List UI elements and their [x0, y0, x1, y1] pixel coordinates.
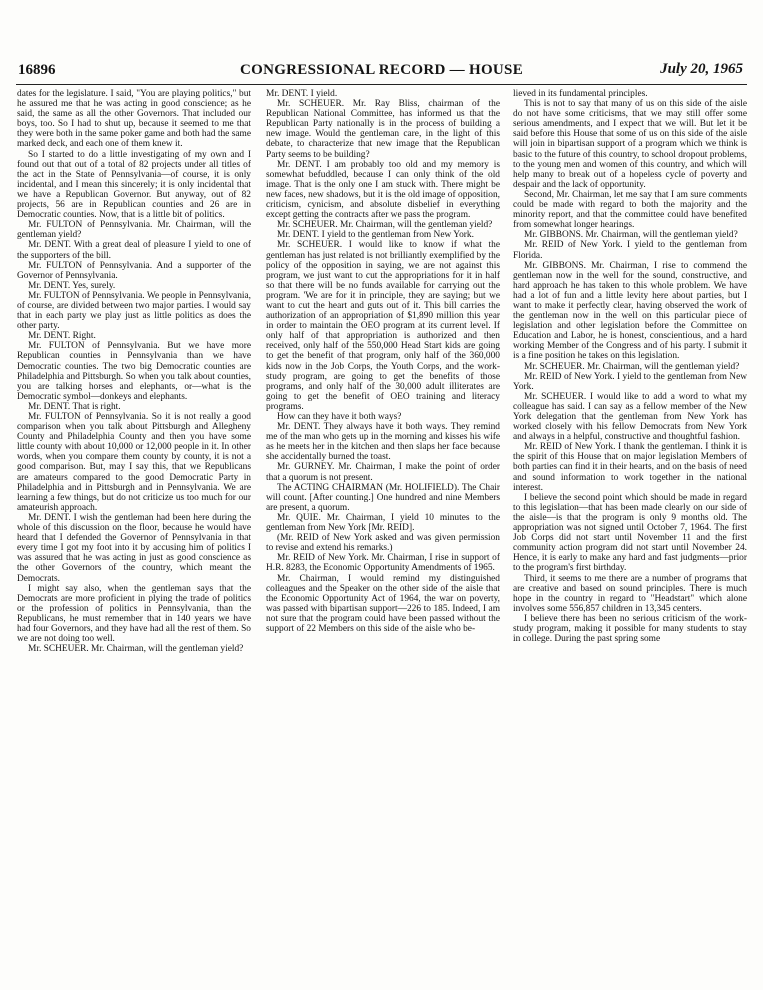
- paragraph: Mr. FULTON of Pennsylvania. Mr. Chairman, will the gentleman yield?: [17, 220, 251, 241]
- paragraph: I might say also, when the gentleman says that the Democrats are more proficient in plying the trade of politics or the profession of politics in Pennsylvania, than the Republicans, he must remember that in 140 years we have had four Governors, and they have had all the rest of them. So we are not doing too well.: [17, 583, 251, 645]
- paragraph: Second, Mr. Chairman, let me say that I am sure comments could be made with regard to both the majority and the minority report, and that the committee could have benefited from somewhat longer hearings.: [513, 189, 747, 231]
- paragraph: lieved in its fundamental principles.: [513, 89, 648, 99]
- paragraph: Mr. FULTON of Pennsylvania. And a supporter of the Governor of Pennsylvania.: [17, 260, 251, 281]
- paragraph: Mr. DENT. Yes, surely.: [28, 280, 116, 291]
- paragraph: Mr. GIBBONS. Mr. Chairman, will the gentleman yield?: [524, 230, 738, 241]
- paragraph: Mr. REID of New York. I yield to the gentleman from New York.: [513, 371, 747, 392]
- column-2: [266, 89, 500, 984]
- paragraph: This is not to say that many of us on this side of the aisle do not have some criticisms, that we may still offer some serious amendments, and I expect that we will. But let it be said before this House that some of us on this side of the aisle will join in bipartisan support of a program which we think is basic to the future of this country, to school dropout problems, to the young men and women of this country, and which will help many to break out of a hopeless cycle of poverty and despair and the lack of opportunity.: [513, 99, 747, 190]
- page-header: [0, 56, 763, 82]
- paragraph: Mr. REID of New York. Mr. Chairman, I rise in support of H.R. 8283, the Economic Opportunity Amendments of 1965.: [266, 553, 500, 574]
- running-title: CONGRESSIONAL RECORD — HOUSE: [239, 62, 524, 78]
- header-rule: [16, 84, 747, 85]
- paragraph: Mr. DENT. Right.: [28, 331, 96, 342]
- paragraph: Mr. SCHEUER. Mr. Chairman, will the gentleman yield?: [277, 220, 493, 231]
- paragraph: How can they have it both ways?: [277, 412, 402, 422]
- paragraph: Mr. SCHEUER. Mr. Chairman, will the gentleman yield?: [28, 644, 244, 655]
- paragraph: The ACTING CHAIRMAN (Mr. HOLIFIELD). The Chair will count. [After counting.] One hundred and nine Members are present, a quorum.: [266, 482, 500, 513]
- paragraph: So I started to do a little investigating of my own and I found out that out of a total of 82 projects under all titles of the act in the State of Pennsylvania—of course, it is only incidental, and I mean this sincerely; it is only incidental that we have a Republican Governor. But anyway, out of 82 projects, 56 are in Republican counties and 26 are in Democratic counties. Now, that is a little bit of politics.: [17, 149, 251, 221]
- paragraph: Mr. FULTON of Pennsylvania. We people in Pennsylvania, of course, are divided between two major parties. I would say that in each party we play just as little politics as does the other party.: [17, 290, 251, 332]
- paragraph: Mr. DENT. That is right.: [28, 401, 121, 412]
- paragraph: Mr. GIBBONS. Mr. Chairman, I rise to commend the gentleman now in the well for the sound, constructive, and hard approach he has taken to this whole problem. We have had a lot of fun and a little levity here about parties, but I want to make it perfectly clear, having observed the work of the gentleman now in the well on this particular piece of legislation and other legislation before the Committee on Education and Labor, he is honest, conscientious, and a hard working Member of the Congress and of his party. I submit it is a fine position he takes on this legislation.: [513, 260, 747, 362]
- paragraph: Mr. SCHEUER. I would like to add a word to what my colleague has said. I can say as a fellow member of the New York delegation that the gentleman from New York has worked closely with his fellow Democrats from New York and always in a helpful, constructive and thoughtful fashion.: [513, 391, 747, 443]
- text-columns: [17, 89, 747, 984]
- paragraph: Mr. GURNEY. Mr. Chairman, I make the point of order that a quorum is not present.: [266, 462, 500, 483]
- paragraph: Mr. DENT. I yield.: [266, 89, 338, 99]
- paragraph: Mr. QUIE. Mr. Chairman, I yield 10 minutes to the gentleman from New York [Mr. REID].: [266, 512, 500, 534]
- column-1: [17, 89, 251, 984]
- paragraph: Mr. DENT. I yield to the gentleman from New York.: [277, 230, 474, 241]
- paragraph: I believe the second point which should be made in regard to this legislation—that has been made clearly on our side of the aisle—is that the program is only 9 months old. The appropriation was not signed until October 7, 1964. The first Job Corps did not start until November 11 and the first community action program did not start until November 24. Hence, it is early to make any hard and fast judgments—prior to the program's first birthday.: [513, 492, 747, 574]
- column-3: [513, 89, 747, 984]
- paragraph: Third, it seems to me there are a number of programs that are creative and based on sound principles. There is much hope in the country in regard to "Headstart" which alone involves some 556,857 children in 13,345 centers.: [513, 573, 747, 614]
- paragraph: Mr. SCHEUER. I would like to know if what the gentleman has just related is not brilliantly exemplified by the policy of the opposition in saying, we are not against this program, we just want to cut the appropriations for it in half so that there will be no funds available for carrying out the program. 'We are for it in principle, they are saying; but we want to cut the heart and guts out of it. This bill carries the authorization of an appropriation of $1,890 million this year in order to maintain the OEO program at its current level. If only half of that appropriation is authorized and then received, only half of the 550,000 Head Start kids are going to get the benefit of that program, only half of the 360,000 kids now in the Job Corps, the Youth Corps, and the work-study program, are going to get the benefits of those programs, and only half of the 30,000 adult illiterates are going to get the benefit of OEO training and literacy programs.: [266, 240, 500, 412]
- paragraph: Mr. Chairman, I would remind my distinguished colleagues and the Speaker on the other side of the aisle that the Economic Opportunity Act of 1964, the war on poverty, was passed with bipartisan support—226 to 185. Indeed, I am not sure that the program could have been passed without the support of 22 Members on this side of the aisle who be-: [266, 573, 500, 634]
- paragraph: Mr. REID of New York. I yield to the gentleman from Florida.: [513, 240, 747, 261]
- paragraph: Mr. SCHEUER. Mr. Chairman, will the gentleman yield?: [524, 361, 740, 372]
- paragraph: dates for the legislature. I said, "You are playing politics," but he assured me that he was acting in good conscience; as he said, the same as all the other Governors. That included our boys, too. So I had to shut up, because it seemed to me that they were both in the same poker game and both had the same marked deck, and each one of them knew it.: [17, 89, 251, 150]
- paragraph: I believe there has been no serious criticism of the work-study program, making it possible for many students to stay in college. During the past spring some: [513, 613, 747, 645]
- paragraph: Mr. FULTON of Pennsylvania. But we have more Republican counties in Pennsylvania than we have Democratic counties. The two big Democratic counties are Philadelphia and Pittsburgh. So when you talk about counties, you are talking horses and elephants, or—what is the Democratic symbol—donkeys and elephants.: [17, 341, 251, 402]
- issue-date: July 20, 1965: [660, 61, 743, 77]
- paragraph: Mr. DENT. I am probably too old and my memory is somewhat befuddled, because I can only think of the old image. That is the only one I am stuck with. There might be new faces, new shadows, but it is the old image of opposition, criticism, cynicism, and absolute disbelief in everything except getting the contracts after we pass the program.: [266, 159, 500, 221]
- paragraph: Mr. FULTON of Pennsylvania. So it is not really a good comparison when you talk about Pittsburgh and Allegheny County and Philadelphia County and then you have some little county with about 10,000 or 12,000 people in it. In other words, when you compare them county by county, it is not a good comparison. But, may I say this, that we Republicans are amateurs compared to the good Democratic Party in Philadelphia and in Pittsburgh and in Pennsylvania. We are learning a few things, but do not criticize us too much for our amateurish approach.: [17, 412, 251, 513]
- paragraph: (Mr. REID of New York asked and was given permission to revise and extend his remarks.): [266, 533, 500, 554]
- paragraph: Mr. DENT. They always have it both ways. They remind me of the man who gets up in the morning and kisses his wife as he meets her in the kitchen and then slaps her face because she accidentally burned the toast.: [266, 422, 500, 463]
- paragraph: Mr. REID of New York. I thank the gentleman. I think it is the spirit of this House that on major legislation Members of both parties can find it in their hearts, and on the basis of need and sound information to work together in the national interest.: [513, 442, 747, 493]
- paragraph: Mr. SCHEUER. Mr. Ray Bliss, chairman of the Republican National Committee, has informed us that the Republican Party nationally is in the process of building a new image. Would the gentleman care, in the light of this debate, to characterize that new image that the Republican Party seems to be building?: [266, 99, 500, 160]
- paragraph: Mr. DENT. With a great deal of pleasure I yield to one of the supporters of the bill.: [17, 240, 251, 261]
- page-number: 16896: [18, 62, 56, 78]
- paragraph: Mr. DENT. I wish the gentleman had been here during the whole of this discussion on the floor, because he would have heard that I defended the Governor of Pennsylvania in that every time I got my foot into it by accusing him of politics I was assured that he was acting in just as good conscience as the other Governors of the country, which meant the Democrats.: [17, 512, 251, 584]
